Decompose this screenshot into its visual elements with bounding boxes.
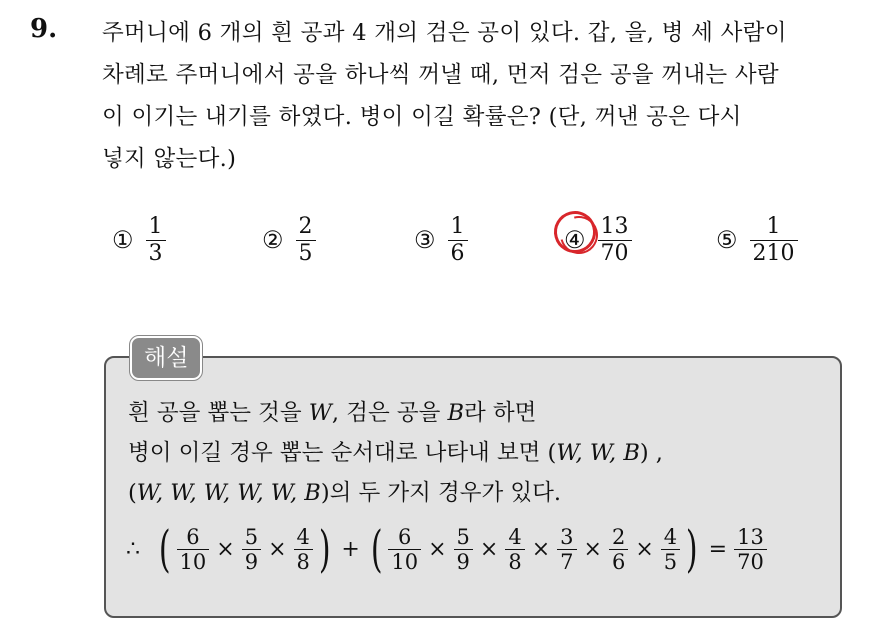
solution-line: 병이 이길 경우 뽑는 순서대로 나타내 보면 (W, W, B) , bbox=[128, 440, 663, 466]
fraction-numerator: 6 bbox=[398, 524, 412, 549]
times-operator: × bbox=[216, 536, 235, 562]
fraction-denominator: 10 bbox=[388, 549, 421, 574]
choice-number: ① bbox=[112, 226, 134, 254]
fraction-numerator: 3 bbox=[560, 524, 574, 549]
choice-number: ② bbox=[262, 226, 284, 254]
choice-fraction: $\frac{1}{6}$ bbox=[448, 214, 468, 267]
times-operator: × bbox=[635, 536, 654, 562]
choice-fraction: $\frac{13}{70}$ bbox=[598, 214, 632, 267]
left-paren: ( bbox=[370, 520, 383, 578]
fraction-denominator: 8 bbox=[294, 549, 313, 574]
fraction-numerator: 4 bbox=[296, 524, 310, 549]
formula-fraction bbox=[294, 525, 313, 574]
times-operator: × bbox=[583, 536, 602, 562]
formula-fraction bbox=[505, 525, 524, 574]
question-line: 차례로 주머니에서 공을 하나씩 꺼낼 때, 먼저 검은 공을 꺼내는 사람 bbox=[102, 62, 779, 88]
fraction-numerator: 6 bbox=[186, 524, 200, 549]
formula-fraction bbox=[609, 525, 628, 574]
left-paren: ( bbox=[158, 520, 171, 578]
question-number: 9. bbox=[30, 14, 58, 44]
answer-choices bbox=[0, 200, 884, 280]
times-operator: × bbox=[531, 536, 551, 562]
fraction-numerator: 4 bbox=[663, 524, 678, 549]
choice-number: ⑤ bbox=[716, 226, 738, 254]
formula-fraction bbox=[242, 525, 261, 574]
times-operator: × bbox=[479, 536, 499, 562]
fraction-denominator: 9 bbox=[454, 549, 473, 574]
equals-operator: = bbox=[708, 536, 728, 562]
fraction-numerator: 2 bbox=[611, 524, 626, 549]
choice-1[interactable] bbox=[112, 200, 166, 280]
question-line: 이 이기는 내기를 하였다. 병이 이길 확률은? (단, 꺼낸 공은 다시 bbox=[102, 104, 742, 130]
times-operator: × bbox=[428, 536, 447, 562]
fraction-denominator: 9 bbox=[242, 549, 261, 574]
formula-fraction bbox=[454, 525, 473, 574]
choice-number: ④ bbox=[564, 226, 586, 254]
fraction-numerator: 5 bbox=[456, 524, 470, 549]
therefore-symbol: ∴ bbox=[126, 536, 140, 562]
fraction-numerator: 4 bbox=[508, 524, 522, 549]
solution-formula bbox=[126, 514, 768, 584]
fraction-denominator: 5 bbox=[661, 549, 680, 574]
choice-fraction: $\frac{2}{5}$ bbox=[296, 214, 316, 267]
question-line: 주머니에 6 개의 흰 공과 4 개의 검은 공이 있다. 갑, 을, 병 세 사람이 bbox=[102, 20, 787, 46]
fraction-denominator: 6 bbox=[609, 549, 628, 574]
choice-3[interactable] bbox=[414, 200, 468, 280]
question-line: 넣지 않는다.) bbox=[102, 146, 237, 172]
right-paren: ) bbox=[686, 520, 698, 578]
fraction-denominator: 10 bbox=[177, 549, 210, 574]
formula-fraction bbox=[388, 525, 421, 574]
choice-fraction: $\frac{1}{3}$ bbox=[146, 214, 166, 267]
formula-fraction bbox=[734, 525, 767, 574]
times-operator: × bbox=[268, 536, 287, 562]
formula-fraction bbox=[557, 525, 576, 574]
choice-number: ③ bbox=[414, 226, 436, 254]
fraction-denominator: 8 bbox=[505, 549, 524, 574]
question-text bbox=[102, 12, 862, 180]
fraction-denominator: 7 bbox=[557, 549, 576, 574]
choice-fraction: $\frac{1}{210}$ bbox=[750, 214, 798, 267]
solution-text bbox=[128, 393, 828, 513]
plus-operator: + bbox=[341, 536, 360, 562]
fraction-numerator: 13 bbox=[737, 524, 764, 549]
solution-line: 흰 공을 뽑는 것을 W, 검은 공을 B라 하면 bbox=[128, 400, 537, 426]
choice-2[interactable] bbox=[262, 200, 316, 280]
formula-fraction bbox=[177, 525, 210, 574]
fraction-denominator: 70 bbox=[734, 549, 767, 574]
fraction-numerator: 5 bbox=[244, 524, 259, 549]
right-paren: ) bbox=[318, 520, 331, 578]
solution-tag: 해설 bbox=[130, 336, 202, 380]
formula-fraction bbox=[661, 525, 680, 574]
solution-line: (W, W, W, W, W, B)의 두 가지 경우가 있다. bbox=[128, 480, 561, 506]
choice-5[interactable] bbox=[716, 200, 798, 280]
